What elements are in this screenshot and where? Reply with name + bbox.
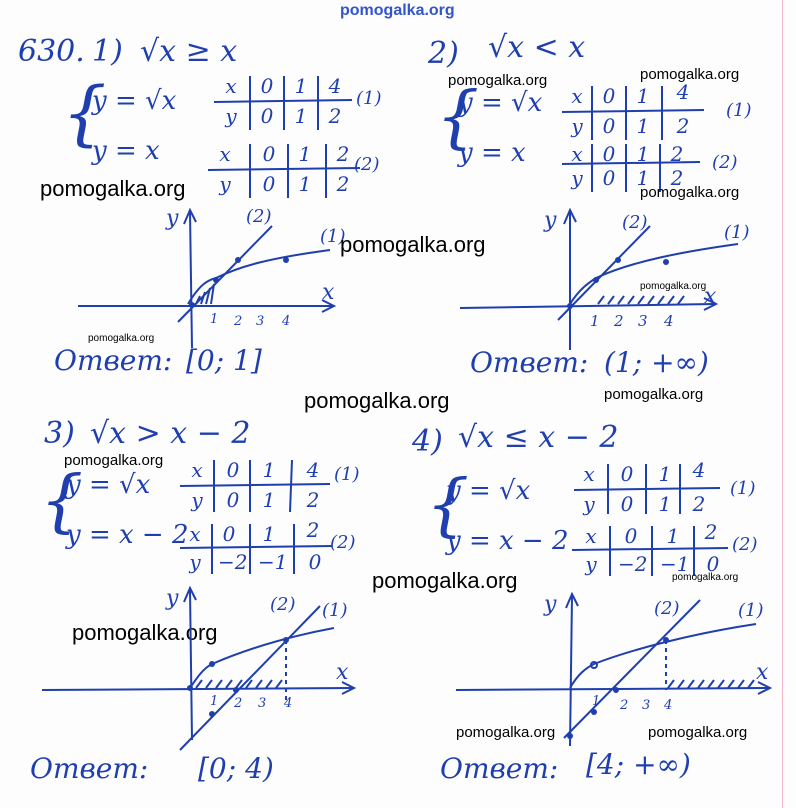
part2-answer-word: Ответ: [470,346,589,379]
table-cell: y [191,488,203,512]
table-cell: 1 [298,142,312,166]
tick-label: 3 [638,312,648,330]
table-cell: 1 [658,492,672,516]
part4-answer: [4; +∞) [586,748,691,781]
table-tag: (2) [330,532,356,553]
part4-curve2-label: (2) [654,598,680,619]
tick-label: 3 [256,314,265,329]
part4-answer-word: Ответ: [440,752,559,785]
tick-label: 4 [664,698,673,713]
table-tag: (1) [356,88,382,109]
part4-system-brace: { [426,466,470,545]
tick-label: 3 [642,698,651,713]
tick-label: 1 [210,312,219,327]
table-cell: y [219,172,231,196]
table-cell: 4 [692,458,706,482]
part4-curve1-label: (1) [738,600,764,621]
tick-label: 2 [234,696,243,711]
part2-label: 2) [428,36,459,71]
table-cell: 2 [328,104,342,128]
table-tag: (1) [334,464,360,485]
table-tag: (1) [730,478,756,499]
part3-x-axis-label: x [336,660,349,685]
watermark: pomogalka.org [372,568,518,593]
table-cell: 4 [676,80,690,104]
table-cell: x [571,84,583,108]
table-cell: x [225,74,237,98]
table-cell: x [219,142,231,166]
part3-system-brace: { [40,462,84,541]
tick-label: 1 [590,312,600,330]
table-cell: 2 [692,492,706,516]
table-cell: 0 [262,142,276,166]
table-cell: 2 [336,172,350,196]
tick-label: 4 [284,696,293,711]
watermark: pomogalka.org [604,386,704,403]
part3-y-axis-label: y [166,586,179,611]
watermark: pomogalka.org [304,388,450,413]
part4-x-axis-label: x [756,660,769,685]
part4-inequality: √x ≤ x − 2 [458,420,619,455]
part1-system-brace: { [62,72,107,154]
table-cell: x [585,524,597,548]
watermark: pomogalka.org [340,232,486,257]
table-cell: x [583,462,595,486]
tick-label: 1 [210,694,219,709]
part4-eq1: y = √x [446,476,531,506]
part3-eq1: y = √x [66,470,151,500]
table-cell: 0 [308,550,322,574]
table-cell: y [225,104,237,128]
table-tag: (2) [732,534,758,555]
table-cell: −2 [618,552,648,576]
table-cell: 4 [306,458,320,482]
table-cell: 1 [294,74,308,98]
table-cell: 2 [676,114,690,138]
problem-number: 630. [18,34,85,69]
part2-eq2: y = x [458,138,526,168]
table-cell: 1 [294,104,308,128]
part1-answer-word: Ответ: [54,344,173,377]
watermark: pomogalka.org [648,724,748,741]
table-cell: y [583,492,595,516]
table-cell: 0 [602,84,616,108]
watermark-top: pomogalka.org [340,2,455,19]
watermark: pomogalka.org [640,184,740,201]
table-tag: (2) [354,154,380,175]
tick-label: 2 [234,314,243,329]
watermark: pomogalka.org [88,333,155,344]
part4-y-axis-label: y [544,592,557,617]
part3-label: 3) [44,416,75,451]
table-cell: 1 [636,166,650,190]
watermark: pomogalka.org [64,452,164,469]
table-tag: (1) [726,100,752,121]
part2-y-axis-label: y [544,208,557,233]
part1-inequality: √x ≥ x [140,34,238,69]
part2-x-axis-label: x [704,284,717,309]
part3-answer-word: Ответ: [30,752,149,785]
part3-inequality: √x > x − 2 [90,416,251,451]
table-cell: −2 [218,550,248,574]
part3-answer: [0; 4) [198,752,274,785]
table-cell: 0 [620,462,634,486]
table-cell: 1 [636,114,650,138]
part1-eq2: y = x [92,136,160,166]
table-cell: 0 [620,492,634,516]
table-cell: 0 [602,114,616,138]
part1-curve1-label: (1) [320,226,346,247]
tick-label: 2 [620,698,629,713]
part3-curve1-label: (1) [322,600,348,621]
table-cell: y [189,550,201,574]
part4-label: 4) [412,424,443,459]
table-cell: 0 [624,524,638,548]
table-cell: 2 [306,518,320,542]
table-cell: −1 [258,550,288,574]
part1-x-axis-label: x [322,280,335,305]
table-cell: 1 [262,458,276,482]
part2-curve2-label: (2) [622,212,648,233]
watermark: pomogalka.org [448,72,548,89]
table-cell: 1 [262,522,276,546]
part2-system-brace: { [436,78,480,157]
table-cell: 0 [222,522,236,546]
tick-label: 4 [282,314,291,329]
table-cell: 1 [262,488,276,512]
table-cell: y [571,114,583,138]
table-cell: 4 [328,74,342,98]
table-cell: 2 [670,166,684,190]
table-cell: 0 [260,104,274,128]
part1-curve2-label: (2) [246,206,272,227]
watermark: pomogalka.org [640,66,740,83]
table-tag: (2) [712,152,738,173]
table-cell: 2 [704,520,718,544]
watermark: pomogalka.org [456,724,556,741]
table-cell: 0 [226,488,240,512]
table-cell: 0 [602,142,616,166]
table-cell: 1 [636,142,650,166]
table-cell: 0 [262,172,276,196]
watermark: pomogalka.org [640,281,707,292]
table-cell: 2 [306,488,320,512]
part3-eq2: y = x − 2 [66,520,189,550]
table-cell: 0 [260,74,274,98]
table-cell: 0 [602,166,616,190]
part1-eq1: y = √x [92,86,177,116]
table-cell: y [585,552,597,576]
part2-eq1: y = √x [458,88,543,118]
tick-label: 3 [258,696,267,711]
table-cell: 1 [298,172,312,196]
part2-answer: (1; +∞) [604,346,709,379]
part2-curve1-label: (1) [724,222,750,243]
table-cell: x [189,522,201,546]
table-cell: 2 [336,142,350,166]
part1-y-axis-label: y [166,206,179,231]
tick-label: 1 [592,694,601,709]
part1-answer: [0; 1] [186,344,262,377]
part4-eq2: y = x − 2 [446,526,569,556]
table-cell: 0 [226,458,240,482]
part3-curve2-label: (2) [270,594,296,615]
table-cell: −1 [660,552,690,576]
table-cell: 2 [670,142,684,166]
watermark: pomogalka.org [672,572,739,583]
tick-label: 4 [664,312,674,330]
tick-label: 2 [614,312,624,330]
table-cell: 1 [636,84,650,108]
table-cell: 0 [706,552,720,576]
table-cell: x [571,142,583,166]
watermark: pomogalka.org [40,176,186,201]
part2-inequality: √x < x [488,30,586,65]
table-cell: y [571,166,583,190]
part1-label: 1) [92,34,123,69]
table-cell: 1 [658,462,672,486]
watermark: pomogalka.org [72,620,218,645]
table-cell: x [191,458,203,482]
table-cell: 1 [666,524,680,548]
